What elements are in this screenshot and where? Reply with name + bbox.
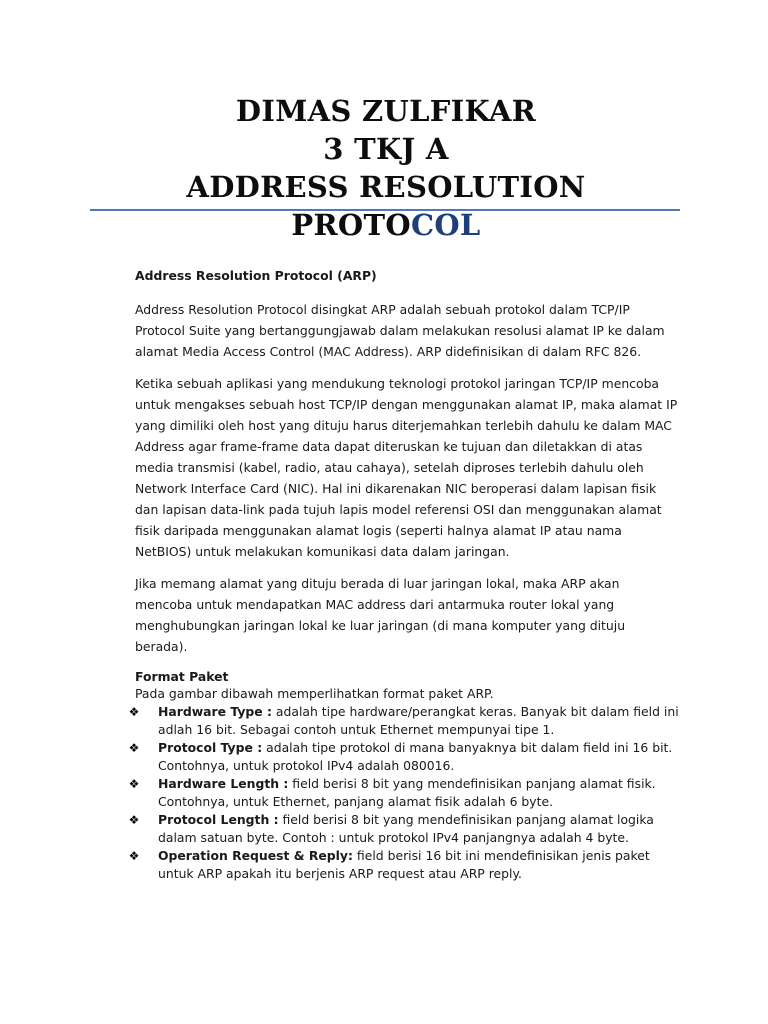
title-divider bbox=[90, 209, 680, 211]
list-item bbox=[128, 739, 680, 775]
diamond-bullet-icon: ❖ bbox=[128, 813, 140, 827]
document-body bbox=[128, 265, 680, 883]
document-title-main: ADDRESS RESOLUTION PROTO bbox=[186, 170, 586, 242]
diamond-bullet-icon: ❖ bbox=[128, 849, 140, 863]
item-text: field berisi 8 bit yang mendefinisikan panjang alamat fisik. Contohnya, untuk Ethernet, panjang alamat fisik adalah 6 byte. bbox=[158, 776, 656, 809]
item-text: field berisi 8 bit yang mendefinisikan panjang alamat logika dalam satuan byte. Contoh : untuk protokol IPv4 panjangnya adalah 4 byte. bbox=[158, 812, 654, 845]
document-title bbox=[90, 168, 682, 244]
author-name: DIMAS ZULFIKAR bbox=[235, 94, 537, 128]
item-term: Protocol Type : bbox=[158, 740, 263, 755]
class-label: 3 TKJ A bbox=[323, 132, 449, 166]
item-term: Protocol Length : bbox=[158, 812, 279, 827]
item-term: Hardware Type : bbox=[158, 704, 272, 719]
diamond-bullet-icon: ❖ bbox=[128, 705, 140, 719]
item-text: adalah tipe hardware/perangkat keras. Banyak bit dalam field ini adlah 16 bit. Sebagai contoh untuk Ethernet mempunyai tipe 1. bbox=[158, 704, 679, 737]
format-intro: Pada gambar dibawah memperlihatkan format paket ARP. bbox=[135, 686, 494, 701]
list-item bbox=[128, 703, 680, 739]
list-item bbox=[128, 811, 680, 847]
section-heading: Address Resolution Protocol (ARP) bbox=[135, 268, 377, 283]
paragraph-routing: Jika memang alamat yang dituju berada di luar jaringan lokal, maka ARP akan mencoba untuk mendapatkan MAC address dari antarmuka router lokal yang menghubungkan jaringan lokal ke luar jaringan (di mana komputer yang dituju berada). bbox=[135, 576, 626, 654]
list-item bbox=[128, 847, 680, 883]
field-list bbox=[128, 703, 680, 883]
item-text: field berisi 16 bit ini mendefinisikan jenis paket untuk ARP apakah itu berjenis ARP request atau ARP reply. bbox=[158, 848, 650, 881]
format-heading: Format Paket bbox=[135, 669, 229, 684]
item-term: Hardware Length : bbox=[158, 776, 289, 791]
diamond-bullet-icon: ❖ bbox=[128, 741, 140, 755]
paragraph-definition: Address Resolution Protocol disingkat ARP adalah sebuah protokol dalam TCP/IP Protocol Suite yang bertanggungjawab dalam melakukan resolusi alamat IP ke dalam alamat Media Access Control (MAC Address). ARP didefinisikan di dalam RFC 826. bbox=[135, 302, 665, 359]
item-term: Operation Request & Reply: bbox=[158, 848, 353, 863]
list-item bbox=[128, 775, 680, 811]
item-text: adalah tipe protokol di mana banyaknya bit dalam field ini 16 bit. Contohnya, untuk protokol IPv4 adalah 080016. bbox=[158, 740, 673, 773]
document-title-accent: COL bbox=[410, 208, 481, 242]
diamond-bullet-icon: ❖ bbox=[128, 777, 140, 791]
paragraph-process: Ketika sebuah aplikasi yang mendukung teknologi protokol jaringan TCP/IP mencoba untuk mengakses sebuah host TCP/IP dengan menggunakan alamat IP, maka alamat IP yang dimiliki oleh host yang dituju harus diterjemahkan terlebih dahulu ke dalam MAC Address agar frame-frame data dapat diteruskan ke tujuan dan diletakkan di atas media transmisi (kabel, radio, atau cahaya), setelah diproses terlebih dahulu oleh Network Interface Card (NIC). Hal ini dikarenakan NIC beroperasi dalam lapisan fisik dan lapisan data-link pada tujuh lapis model referensi OSI dan menggunakan alamat fisik daripada menggunakan alamat logis (seperti halnya alamat IP atau nama NetBIOS) untuk melakukan komunikasi data dalam jaringan. bbox=[135, 376, 678, 559]
document-title-block bbox=[90, 92, 682, 244]
